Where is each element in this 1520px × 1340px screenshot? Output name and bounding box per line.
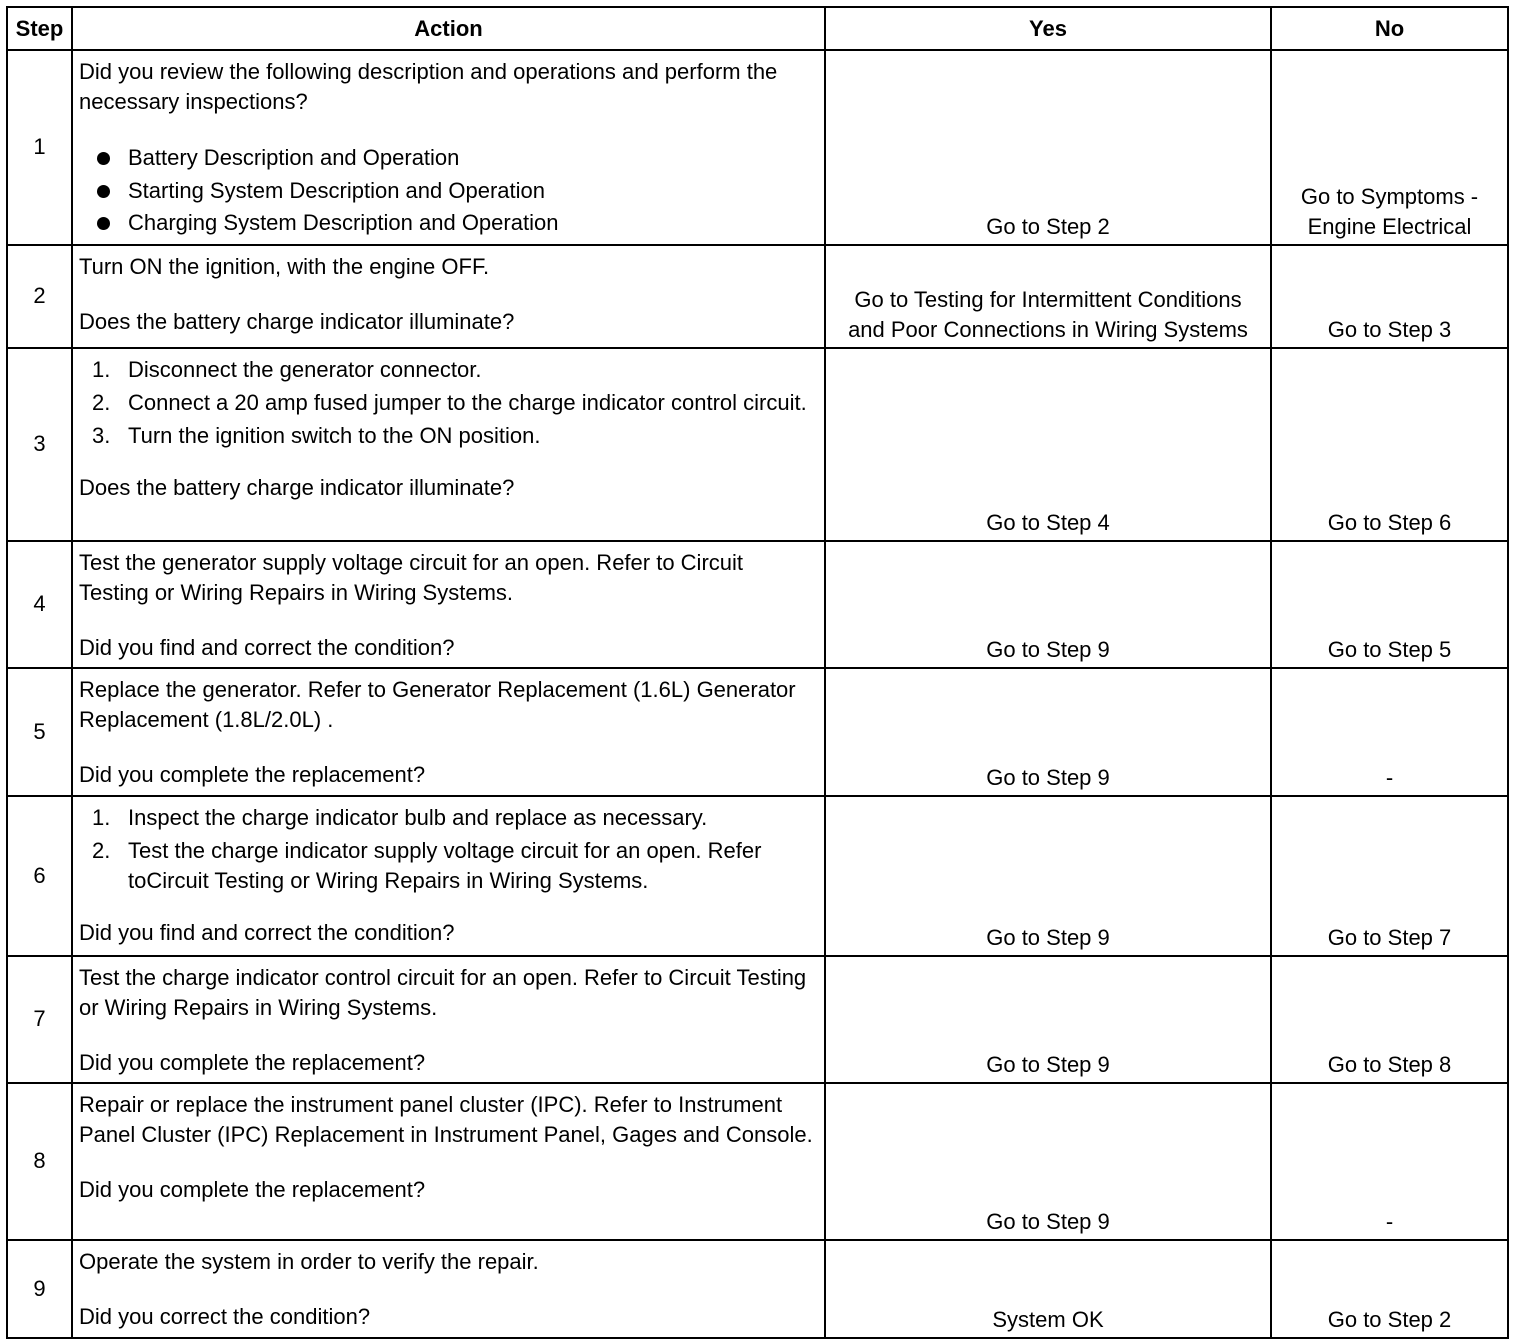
header-row bbox=[7, 7, 1508, 50]
step-number: 8 bbox=[7, 1083, 72, 1240]
yes-result: Go to Step 9 bbox=[825, 541, 1271, 668]
action-cell bbox=[72, 1240, 825, 1338]
header-yes: Yes bbox=[825, 7, 1271, 50]
list-item-text: Inspect the charge indicator bulb and replace as necessary. bbox=[128, 804, 708, 830]
yes-result: Go to Step 2 bbox=[825, 50, 1271, 245]
list-item: 1. Inspect the charge indicator bulb and replace as necessary. bbox=[92, 804, 708, 830]
table-row bbox=[7, 1240, 1508, 1338]
action-text: Did you review the following description and operations and perform the necessary inspections? bbox=[79, 59, 778, 114]
yes-result: Go to Step 9 bbox=[825, 956, 1271, 1083]
diagnostic-table bbox=[6, 6, 1509, 1339]
no-result: - bbox=[1271, 668, 1508, 796]
table-row bbox=[7, 50, 1508, 245]
step-number: 1 bbox=[7, 50, 72, 245]
header-step: Step bbox=[7, 7, 72, 50]
action-question: Did you find and correct the condition? bbox=[79, 634, 455, 660]
action-text: Replace the generator. Refer to Generator Replacement (1.6L) Generator Replacement (1.8L/2.0L) . bbox=[79, 676, 796, 732]
action-cell bbox=[72, 956, 825, 1083]
step-number: 4 bbox=[7, 541, 72, 668]
header-no: No bbox=[1271, 7, 1508, 50]
action-cell bbox=[72, 50, 825, 245]
list-item: 2. Connect a 20 amp fused jumper to the charge indicator control circuit. bbox=[92, 389, 807, 415]
no-result: Go to Step 6 bbox=[1271, 348, 1508, 541]
action-text: Turn ON the ignition, with the engine OFF. bbox=[79, 253, 490, 279]
action-question: Did you complete the replacement? bbox=[79, 1176, 426, 1202]
list-item-text: Test the charge indicator supply voltage circuit for an open. Refer toCircuit Testing or Wiring Repairs in Wiring Systems. bbox=[128, 837, 762, 893]
action-question: Did you find and correct the condition? bbox=[79, 919, 455, 945]
action-cell bbox=[72, 348, 825, 541]
no-result: Go to Step 3 bbox=[1271, 245, 1508, 348]
no-result: Go to Step 8 bbox=[1271, 956, 1508, 1083]
bullet-list bbox=[79, 142, 818, 240]
list-item-text: Connect a 20 amp fused jumper to the charge indicator control circuit. bbox=[128, 389, 807, 415]
action-question: Did you correct the condition? bbox=[79, 1303, 371, 1329]
action-text: Repair or replace the instrument panel cluster (IPC). Refer to Instrument Panel Cluster (IPC) Replacement in Instrument Panel, Gages and Console. bbox=[79, 1091, 813, 1147]
action-question: Did you complete the replacement? bbox=[79, 761, 426, 787]
step-number: 3 bbox=[7, 348, 72, 541]
yes-result: Go to Step 9 bbox=[825, 668, 1271, 796]
no-result: Go to Step 2 bbox=[1271, 1240, 1508, 1338]
action-text: Operate the system in order to verify the repair. bbox=[79, 1248, 539, 1274]
table-row bbox=[7, 541, 1508, 668]
list-item: Battery Description and Operation bbox=[79, 142, 818, 175]
list-item-text: Turn the ignition switch to the ON position. bbox=[128, 422, 541, 448]
list-item: Starting System Description and Operation bbox=[79, 175, 818, 208]
no-result: Go to Step 7 bbox=[1271, 796, 1508, 956]
action-question: Does the battery charge indicator illuminate? bbox=[79, 474, 515, 500]
action-text: Test the generator supply voltage circuit for an open. Refer to Circuit Testing or Wiring Repairs in Wiring Systems. bbox=[79, 549, 744, 605]
list-item: 1. Disconnect the generator connector. bbox=[92, 356, 482, 382]
yes-result: Go to Step 4 bbox=[825, 348, 1271, 541]
numbered-list bbox=[79, 803, 818, 896]
header-action: Action bbox=[72, 7, 825, 50]
step-number: 5 bbox=[7, 668, 72, 796]
step-number: 6 bbox=[7, 796, 72, 956]
table-row bbox=[7, 348, 1508, 541]
list-item: Charging System Description and Operation bbox=[79, 207, 818, 240]
action-cell bbox=[72, 796, 825, 956]
step-number: 2 bbox=[7, 245, 72, 348]
numbered-list bbox=[79, 355, 818, 451]
yes-result: System OK bbox=[825, 1240, 1271, 1338]
list-item: 2. Test the charge indicator supply voltage circuit for an open. Refer toCircuit Testing or Wiring Repairs in Wiring Systems. bbox=[92, 837, 762, 893]
action-cell bbox=[72, 1083, 825, 1240]
yes-result: Go to Step 9 bbox=[825, 796, 1271, 956]
step-number: 9 bbox=[7, 1240, 72, 1338]
table-row bbox=[7, 956, 1508, 1083]
action-cell bbox=[72, 541, 825, 668]
no-result: Go to Symptoms - Engine Electrical bbox=[1271, 50, 1508, 245]
list-item-text: Disconnect the generator connector. bbox=[128, 356, 482, 382]
table-row bbox=[7, 1083, 1508, 1240]
action-question: Does the battery charge indicator illuminate? bbox=[79, 308, 515, 334]
no-result: Go to Step 5 bbox=[1271, 541, 1508, 668]
yes-result: Go to Testing for Intermittent Conditions and Poor Connections in Wiring Systems bbox=[825, 245, 1271, 348]
action-cell bbox=[72, 668, 825, 796]
step-number: 7 bbox=[7, 956, 72, 1083]
action-question: Did you complete the replacement? bbox=[79, 1049, 426, 1075]
no-result: - bbox=[1271, 1083, 1508, 1240]
table-row bbox=[7, 796, 1508, 956]
action-cell bbox=[72, 245, 825, 348]
action-text: Test the charge indicator control circuit for an open. Refer to Circuit Testing or Wiring Repairs in Wiring Systems. bbox=[79, 964, 807, 1020]
table-row bbox=[7, 245, 1508, 348]
list-item: 3. Turn the ignition switch to the ON position. bbox=[92, 422, 541, 448]
yes-result: Go to Step 9 bbox=[825, 1083, 1271, 1240]
table-row bbox=[7, 668, 1508, 796]
